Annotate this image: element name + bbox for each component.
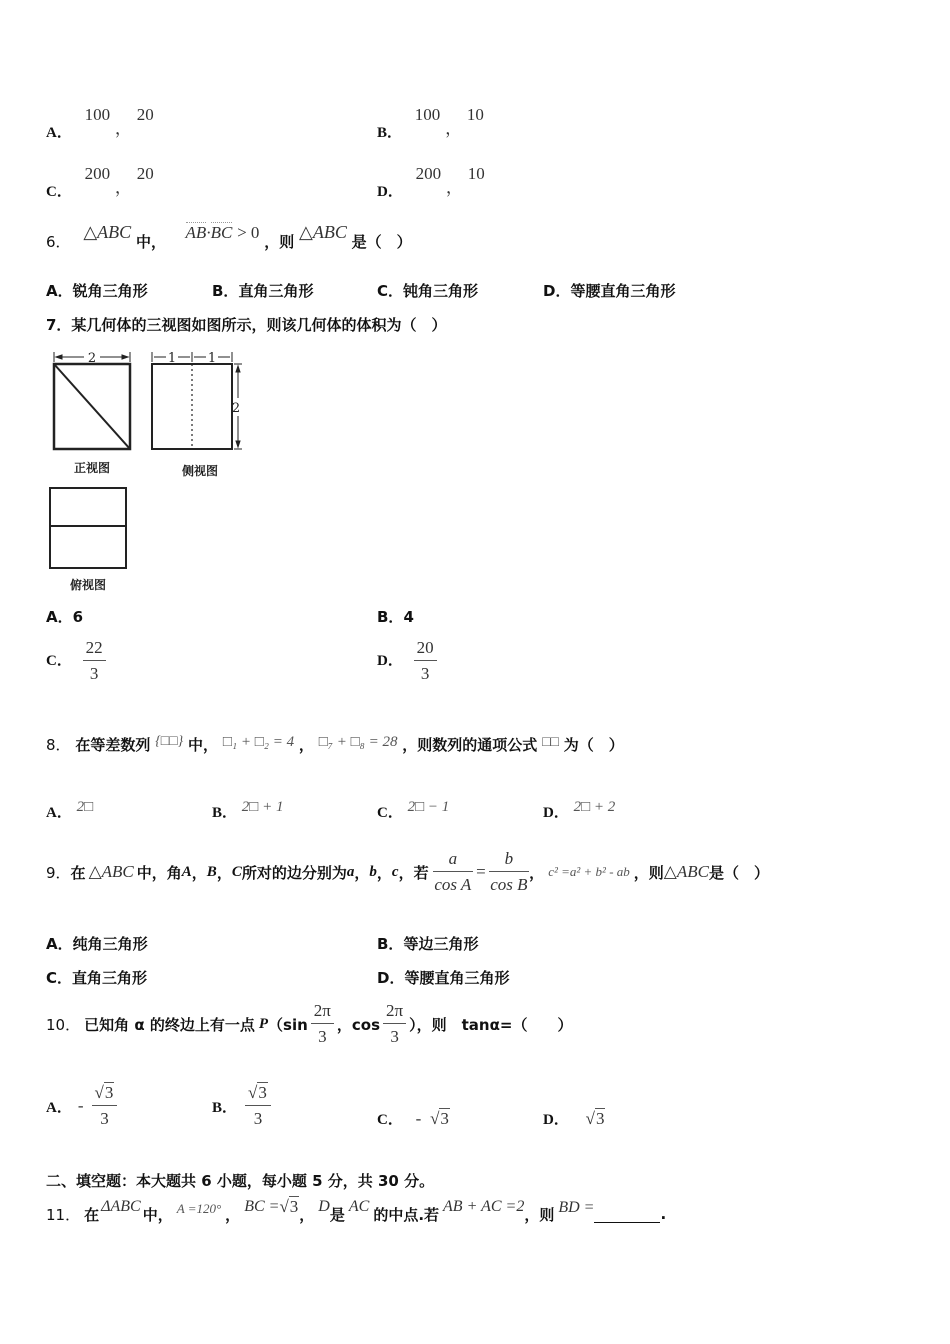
text: 是 [329, 1205, 345, 1224]
text: 是（ ） [351, 233, 412, 251]
option-label: D． [377, 969, 405, 987]
question-number: 9． [46, 863, 71, 882]
option-value-1: 200 [84, 164, 111, 183]
front-view-label: 正视图 [73, 461, 111, 475]
text: ， [529, 863, 545, 882]
option-text: 等腰直角三角形 [404, 969, 510, 987]
option-label: D． [543, 805, 569, 821]
radicand: 3 [258, 1083, 267, 1102]
q6-option-a [46, 280, 148, 301]
option-label: A． [46, 125, 72, 141]
option-text: 纯角三角形 [72, 935, 148, 953]
side-condition: c² =a² + b² - ab [548, 864, 630, 879]
option-label: C． [377, 805, 403, 821]
option-text: 等边三角形 [403, 935, 479, 953]
option-label: C． [377, 282, 404, 300]
option-label: B． [377, 125, 403, 141]
option-value-2: 10 [466, 105, 484, 124]
question-number: 11． [46, 1205, 81, 1224]
numerator: √3 [92, 1083, 118, 1106]
front-view-dimension: 2 [87, 351, 97, 366]
text: 中， [135, 233, 166, 251]
text: 在 [84, 1205, 100, 1224]
text: ，若 [398, 863, 429, 882]
text: 在 [70, 863, 86, 882]
q10-option-b [212, 1083, 271, 1129]
q6-option-d [543, 280, 675, 301]
question-10-stem [46, 998, 572, 1050]
denominator: 3 [253, 1109, 263, 1128]
equation-2: □₇ + □₈ = 28 [318, 734, 398, 750]
option-label: C． [377, 1112, 403, 1128]
denominator: 3 [390, 1027, 399, 1046]
fraction [414, 638, 437, 684]
option-label: A． [46, 1099, 72, 1116]
text: ，则数列的通项公式 [402, 736, 538, 754]
q10-option-c [377, 1108, 450, 1129]
option-text: 6 [72, 608, 84, 626]
option-text: 钝角三角形 [403, 282, 479, 300]
numerator: 2π [383, 1001, 406, 1024]
q9-option-d [377, 967, 509, 988]
triangle-abc: △ABC [663, 862, 709, 881]
option-label: B． [212, 1099, 238, 1116]
text: 中， [142, 1205, 173, 1224]
q6-option-c [377, 280, 478, 301]
question-number: 10． [46, 1015, 81, 1034]
fraction-b-over-cosb [489, 849, 530, 895]
dot-operator: · [206, 223, 211, 242]
question-7-stem: 7．某几何体的三视图如图所示，则该几何体的体积为（ ） [46, 316, 447, 334]
triangle-abc: △ABC [299, 222, 347, 242]
q9-option-b [377, 933, 478, 954]
option-label: A． [46, 935, 73, 953]
side-view [152, 352, 242, 449]
option-label: D． [543, 282, 571, 300]
option-formula: 2□ + 1 [241, 799, 284, 815]
var-a-upper: A [181, 863, 192, 880]
front-view [54, 352, 130, 449]
option-value-2: 20 [136, 164, 154, 183]
q8-option-b [212, 795, 284, 821]
angle-a: A =120° [176, 1201, 222, 1216]
text: ， [298, 736, 314, 754]
numerator: 20 [414, 638, 437, 661]
radicand: 3 [104, 1083, 114, 1102]
var-c: c [391, 863, 399, 880]
equals: = [476, 862, 486, 881]
side-view-dimension-height: 2 [231, 401, 241, 416]
comma: ， [216, 863, 232, 882]
radicand: 3 [289, 1197, 299, 1216]
minus-sign: - [415, 1109, 422, 1128]
option-text: 锐角三角形 [72, 282, 148, 300]
comma: ， [376, 863, 392, 882]
option-label: A． [46, 282, 73, 300]
option-value-1: 100 [414, 105, 441, 124]
text: 在等差数列 [75, 736, 151, 754]
text: 所对的边分别为 [241, 863, 347, 882]
text: ，cos [336, 1015, 381, 1034]
denominator: 3 [89, 664, 99, 683]
q8-option-a [46, 795, 94, 821]
text: 的中点.若 [373, 1205, 440, 1224]
option-value-2: 20 [136, 105, 154, 124]
point-p: P [258, 1015, 269, 1032]
var-c-upper: C [231, 863, 242, 880]
q10-option-a [46, 1083, 117, 1129]
question-number: 8． [46, 736, 71, 754]
q9-option-c [46, 967, 147, 988]
sqrt-3: √3 [279, 1197, 299, 1216]
denominator: cos B [490, 875, 528, 894]
option-value-1: 200 [415, 164, 442, 183]
denominator: 3 [100, 1109, 109, 1128]
option-value-1: 100 [84, 105, 111, 124]
numerator: a [433, 849, 474, 872]
vector-bc: BC [210, 223, 233, 242]
text: 中，角 [136, 863, 182, 882]
question-9-stem [46, 846, 769, 898]
top-view-label: 俯视图 [69, 578, 107, 592]
comma: ， [445, 119, 463, 138]
comma: ， [114, 178, 132, 197]
text: . [660, 1205, 667, 1223]
text: ， [299, 1205, 315, 1224]
denominator: 3 [318, 1027, 327, 1046]
option-value-2: 10 [467, 164, 485, 183]
option-text: 直角三角形 [72, 969, 148, 987]
option-label: A． [46, 608, 73, 626]
side-view-dimension-right: 1 [207, 351, 217, 366]
answer-blank[interactable] [594, 1206, 660, 1223]
q8-option-c [377, 795, 450, 821]
numerator: b [489, 849, 530, 872]
comma: ， [191, 863, 207, 882]
text: ，则 [633, 863, 664, 882]
q5-option-a [46, 100, 154, 141]
minus-sign: - [77, 1096, 84, 1115]
text: ），则 tanα=（ ） [409, 1015, 573, 1034]
var-b-upper: B [206, 863, 217, 880]
fraction-2pi-over-3 [311, 1001, 334, 1047]
vector-ab: AB [185, 223, 207, 242]
option-label: C． [46, 653, 72, 669]
fraction-sqrt3-over-3 [245, 1083, 271, 1129]
radicand: 3 [440, 1109, 449, 1128]
comma: ， [114, 119, 132, 138]
q9-option-a [46, 933, 148, 954]
option-label: D． [377, 184, 403, 200]
option-label: D． [377, 653, 403, 669]
equation-1: □₁ + □₂ = 4 [222, 734, 295, 750]
denominator: 3 [420, 664, 430, 683]
text: 已知角 α 的终边上有一点 [84, 1015, 255, 1034]
question-number: 6． [46, 233, 71, 251]
fraction-2pi-over-3 [383, 1001, 406, 1047]
question-11-stem [46, 1197, 666, 1231]
text: 是（ ） [708, 863, 769, 882]
option-label: B． [212, 805, 238, 821]
question-8-stem [46, 734, 624, 755]
sum-condition: AB + AC =2 [443, 1198, 525, 1215]
option-label: D． [543, 1112, 569, 1128]
top-view [50, 488, 126, 568]
section-2-title: 二、填空题：本大题共 6 小题，每小题 5 分，共 30 分。 [46, 1172, 435, 1190]
triangle-abc: △ABC [83, 222, 132, 242]
q8-option-d [543, 795, 616, 821]
text: ，则 [264, 233, 295, 251]
inequality: > 0 [237, 223, 260, 242]
fraction-sqrt3-over-3 [92, 1083, 118, 1129]
q10-option-d [543, 1108, 605, 1129]
numerator: 22 [83, 638, 106, 661]
q7-option-d [377, 638, 437, 684]
side-view-dimension-left: 1 [167, 351, 177, 366]
option-label: B． [377, 935, 404, 953]
option-text: 直角三角形 [238, 282, 314, 300]
q6-option-b [212, 280, 313, 301]
option-formula: 2□ [76, 799, 94, 815]
option-label: C． [46, 969, 73, 987]
q7-option-c [46, 638, 106, 684]
option-formula: 2□ − 1 [407, 799, 450, 815]
option-label: C． [46, 184, 72, 200]
triangle-abc: △ABC [88, 862, 134, 881]
sqrt-3: √3 [430, 1109, 449, 1128]
text: ，则 [524, 1205, 555, 1224]
q5-option-d [377, 159, 485, 200]
option-label: B． [377, 608, 404, 626]
q7-option-b [377, 606, 414, 627]
q7-option-a [46, 606, 83, 627]
text: 中， [188, 736, 219, 754]
option-text: 4 [403, 608, 414, 626]
triangle-abc: ΔABC [101, 1198, 141, 1215]
fraction-a-over-cosa [433, 849, 474, 895]
side-bc: BC = [244, 1198, 280, 1215]
sequence-symbol: {□□} [155, 734, 184, 749]
text: ， [225, 1205, 241, 1224]
three-view-figure [44, 346, 254, 596]
sqrt-3: √3 [585, 1109, 605, 1128]
comma: ， [354, 863, 370, 882]
option-label: B． [212, 282, 239, 300]
comma: ， [445, 178, 463, 197]
general-term-symbol: □□ [542, 735, 559, 750]
side-ac: AC [348, 1198, 370, 1215]
side-view-label: 侧视图 [181, 464, 219, 478]
fraction [83, 638, 106, 684]
option-text: 等腰直角三角形 [570, 282, 676, 300]
var-a: a [346, 863, 355, 880]
numerator: √3 [245, 1083, 271, 1106]
numerator: 2π [311, 1001, 334, 1024]
question-6-stem [46, 222, 412, 252]
q5-option-c [46, 159, 154, 200]
point-d: D [318, 1198, 330, 1215]
option-formula: 2□ + 2 [573, 799, 616, 815]
q5-option-b [377, 100, 484, 141]
denominator: cos A [434, 875, 472, 894]
text: （sin [268, 1015, 308, 1034]
text: 为（ ） [563, 736, 624, 754]
var-b: b [369, 863, 377, 880]
option-label: A． [46, 805, 72, 821]
radicand: 3 [595, 1109, 605, 1128]
side-bd: BD = [558, 1199, 595, 1216]
